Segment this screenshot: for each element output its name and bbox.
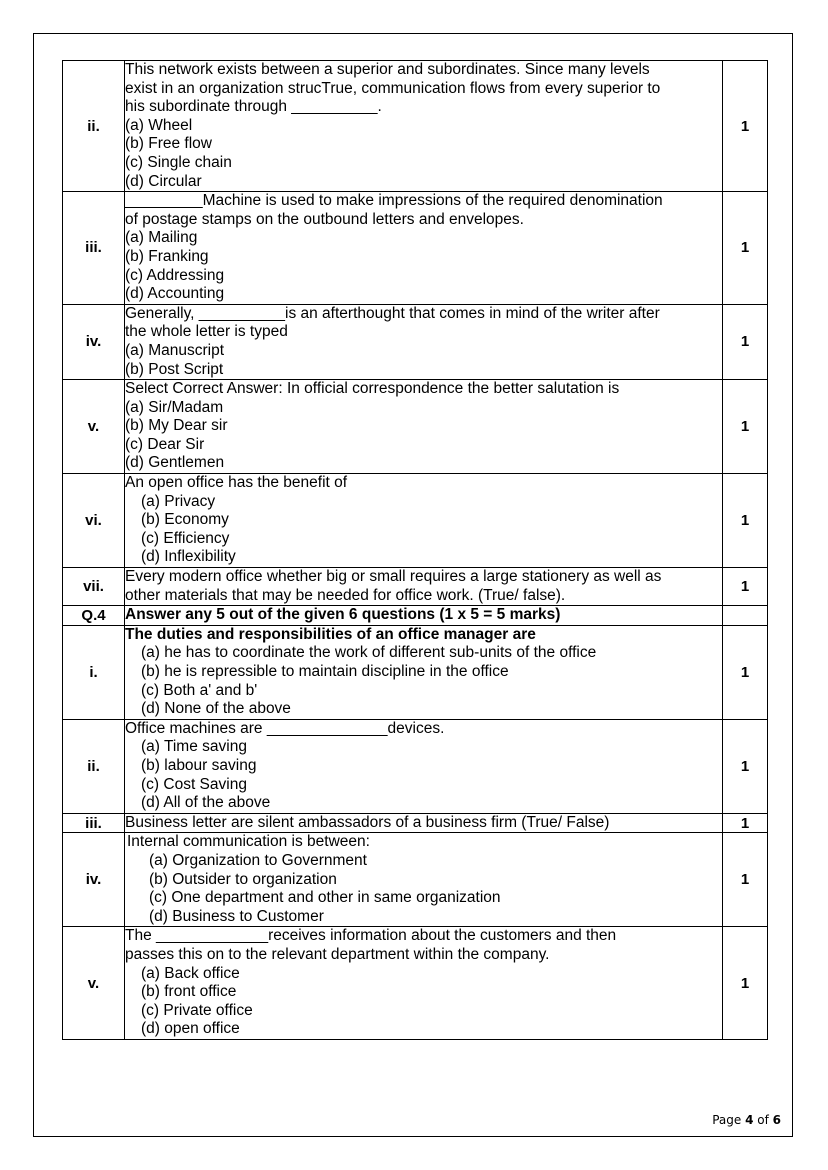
question-number: i. bbox=[63, 625, 125, 719]
marks: 1 bbox=[723, 474, 768, 568]
option: (d) Business to Customer bbox=[149, 907, 324, 925]
marks: 1 bbox=[723, 192, 768, 305]
option: (c) Addressing bbox=[125, 266, 225, 284]
question-row bbox=[63, 192, 768, 305]
question-text bbox=[125, 719, 723, 813]
question-text bbox=[125, 380, 723, 474]
option: (a) Manuscript bbox=[125, 341, 225, 359]
question-row bbox=[63, 61, 768, 192]
option: (c) One department and other in same organization bbox=[149, 889, 501, 907]
option: (b) labour saving bbox=[141, 756, 257, 774]
question-text bbox=[125, 927, 723, 1040]
section-number: Q.4 bbox=[63, 606, 125, 626]
question-text bbox=[125, 568, 723, 606]
question-line: Office machines are ______________devices. bbox=[125, 719, 445, 737]
option: (b) front office bbox=[141, 983, 237, 1001]
page-of: of bbox=[753, 1113, 773, 1127]
option: (c) Dear Sir bbox=[125, 435, 205, 453]
option: (d) None of the above bbox=[141, 700, 291, 718]
option: (d) open office bbox=[141, 1020, 240, 1038]
question-line: An open office has the benefit of bbox=[125, 474, 348, 492]
question-text bbox=[125, 625, 723, 719]
page-total: 6 bbox=[772, 1113, 781, 1127]
option: (a) Mailing bbox=[125, 229, 198, 247]
question-line: Business letter are silent ambassadors of a business firm (True/ False) bbox=[125, 813, 610, 831]
question-line: The duties and responsibilities of an office manager are bbox=[125, 625, 536, 643]
marks: 1 bbox=[723, 813, 768, 833]
question-number: v. bbox=[63, 927, 125, 1040]
option: (d) All of the above bbox=[141, 794, 271, 812]
option: (b) Post Script bbox=[125, 360, 224, 378]
option: (a) Back office bbox=[141, 964, 240, 982]
section-header-row bbox=[63, 606, 768, 626]
question-number: iii. bbox=[63, 813, 125, 833]
question-number: iii. bbox=[63, 192, 125, 305]
option: (d) Inflexibility bbox=[141, 548, 236, 566]
question-text bbox=[125, 813, 723, 833]
question-row bbox=[63, 813, 768, 833]
option: (c) Both a' and b' bbox=[141, 681, 258, 699]
option: (a) Organization to Government bbox=[149, 851, 367, 869]
question-number: v. bbox=[63, 380, 125, 474]
question-text bbox=[125, 304, 723, 379]
question-table bbox=[62, 60, 768, 1040]
marks: 1 bbox=[723, 61, 768, 192]
option: (c) Single chain bbox=[125, 153, 232, 171]
option: (a) Time saving bbox=[141, 738, 247, 756]
question-line: the whole letter is typed bbox=[125, 323, 288, 341]
question-row bbox=[63, 625, 768, 719]
question-text bbox=[125, 61, 723, 192]
question-number: ii. bbox=[63, 61, 125, 192]
question-line: The _____________receives information about the customers and then bbox=[125, 927, 617, 945]
option: (c) Private office bbox=[141, 1001, 253, 1019]
option: (d) Circular bbox=[125, 172, 202, 190]
question-line: This network exists between a superior and subordinates. Since many levels bbox=[125, 61, 650, 78]
marks: 1 bbox=[723, 833, 768, 927]
question-line: Select Correct Answer: In official correspondence the better salutation is bbox=[125, 380, 620, 398]
option: (b) he is repressible to maintain discipline in the office bbox=[141, 663, 509, 680]
marks: 1 bbox=[723, 568, 768, 606]
question-row bbox=[63, 719, 768, 813]
question-number: ii. bbox=[63, 719, 125, 813]
question-line: Internal communication is between: bbox=[127, 833, 370, 851]
option: (a) Wheel bbox=[125, 116, 193, 134]
question-row bbox=[63, 380, 768, 474]
option: (b) Outsider to organization bbox=[149, 870, 337, 888]
question-row bbox=[63, 927, 768, 1040]
question-text bbox=[125, 192, 723, 305]
marks: 1 bbox=[723, 380, 768, 474]
question-row bbox=[63, 304, 768, 379]
question-line: of postage stamps on the outbound letters and envelopes. bbox=[125, 210, 524, 228]
option: (a) Privacy bbox=[141, 492, 216, 510]
question-text bbox=[125, 833, 723, 927]
option: (a) he has to coordinate the work of different sub-units of the office bbox=[141, 644, 597, 662]
option: (d) Gentlemen bbox=[125, 454, 225, 472]
question-line: exist in an organization strucTrue, communication flows from every superior to bbox=[125, 79, 661, 97]
marks: 1 bbox=[723, 719, 768, 813]
question-number: iv. bbox=[63, 833, 125, 927]
marks bbox=[723, 606, 768, 626]
question-line: Generally, __________is an afterthought that comes in mind of the writer after bbox=[125, 304, 660, 322]
option: (a) Sir/Madam bbox=[125, 398, 224, 416]
question-line: other materials that may be needed for office work. (True/ false). bbox=[125, 586, 566, 604]
option: (c) Efficiency bbox=[141, 529, 230, 547]
option: (d) Accounting bbox=[125, 285, 225, 303]
instruction-line: Answer any 5 out of the given 6 questions (1 x 5 = 5 marks) bbox=[125, 606, 561, 624]
page-label: Page bbox=[712, 1113, 746, 1127]
option: (b) Free flow bbox=[125, 135, 212, 153]
section-instruction bbox=[125, 606, 723, 626]
marks: 1 bbox=[723, 304, 768, 379]
option: (c) Cost Saving bbox=[141, 775, 247, 793]
page-current: 4 bbox=[745, 1113, 754, 1127]
question-row bbox=[63, 568, 768, 606]
question-line: his subordinate through __________. bbox=[125, 98, 382, 116]
question-number: vi. bbox=[63, 474, 125, 568]
option: (b) Economy bbox=[141, 511, 229, 529]
marks: 1 bbox=[723, 625, 768, 719]
marks: 1 bbox=[723, 927, 768, 1040]
question-number: iv. bbox=[63, 304, 125, 379]
question-line: passes this on to the relevant department within the company. bbox=[125, 945, 550, 963]
question-line: Every modern office whether big or small requires a large stationery as well as bbox=[125, 568, 662, 586]
option: (b) Franking bbox=[125, 247, 209, 265]
page-footer bbox=[712, 1113, 781, 1127]
question-line: _________Machine is used to make impressions of the required denomination bbox=[125, 192, 663, 210]
question-row bbox=[63, 474, 768, 568]
option: (b) My Dear sir bbox=[125, 417, 228, 435]
question-text bbox=[125, 474, 723, 568]
question-number: vii. bbox=[63, 568, 125, 606]
question-row bbox=[63, 833, 768, 927]
